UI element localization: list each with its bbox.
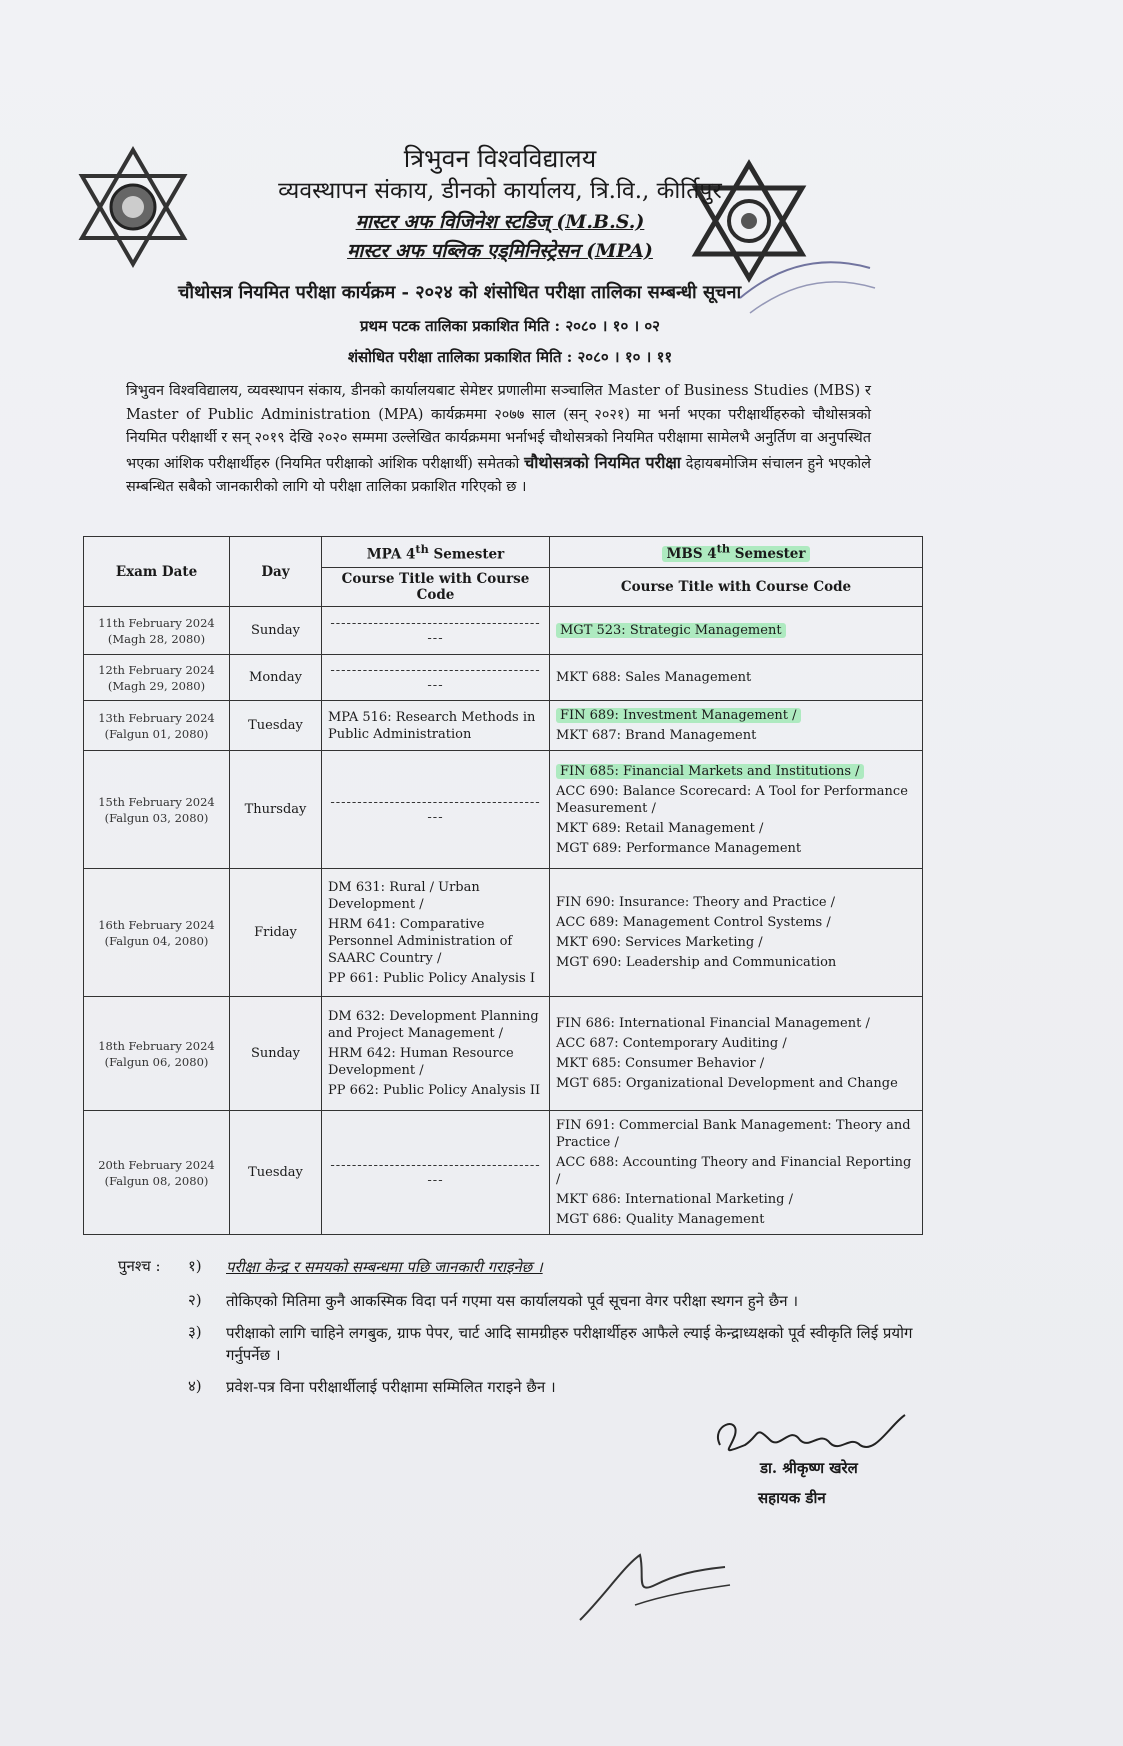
schedule-body bbox=[84, 607, 923, 1235]
exam-schedule-table bbox=[83, 536, 923, 1235]
exam-day: Thursday bbox=[230, 751, 322, 869]
header-mpa-course: Course Title with Course Code bbox=[322, 568, 550, 607]
header-day: Day bbox=[230, 537, 322, 607]
header-mbs-semester: MBS 4th Semester bbox=[550, 537, 923, 568]
exam-date-cell bbox=[84, 997, 230, 1111]
mpa-course: HRM 642: Human Resource Development / bbox=[328, 1046, 514, 1078]
exam-date-nepali: (Falgun 04, 2080) bbox=[104, 933, 209, 948]
header-exam-date: Exam Date bbox=[84, 537, 230, 607]
mpa-course: PP 661: Public Policy Analysis I bbox=[328, 970, 536, 986]
exam-date: 18th February 2024 bbox=[98, 1038, 215, 1053]
exam-day: Monday bbox=[230, 655, 322, 701]
mpa-course: MPA 516: Research Methods in Public Administration bbox=[328, 709, 536, 742]
initials-signature-icon bbox=[575, 1545, 735, 1625]
mbs-course: FIN 690: Insurance: Theory and Practice / bbox=[556, 895, 836, 910]
mbs-course: MKT 687: Brand Management bbox=[556, 728, 757, 743]
mpa-course: DM 632: Development Planning and Project Management / bbox=[328, 1009, 539, 1041]
intro-bold-text: चौथोसत्रको नियमित परीक्षा bbox=[524, 452, 681, 472]
highlighted-course: FIN 689: Investment Management / bbox=[556, 708, 801, 723]
exam-date-nepali: (Falgun 01, 2080) bbox=[104, 726, 209, 741]
mbs-course bbox=[556, 763, 916, 780]
program-mbs: मास्टर अफ विजिनेश स्टडिज् (M.B.S.) bbox=[355, 211, 645, 233]
mbs-courses-cell bbox=[550, 655, 923, 701]
exam-date-nepali: (Magh 28, 2080) bbox=[107, 631, 206, 646]
mbs-course: MKT 685: Consumer Behavior / bbox=[556, 1056, 765, 1071]
mbs-courses-cell bbox=[550, 751, 923, 869]
mbs-course: MGT 686: Quality Management bbox=[556, 1212, 765, 1227]
header-mbs-course: Course Title with Course Code bbox=[550, 568, 923, 607]
exam-day: Sunday bbox=[230, 607, 322, 655]
intro-text-end: देहायबमोजिम संचालन हुने भएकोले सम्बन्धित सबैको जानकारीको लागि यो परीक्षा तालिका प्रकाशित गरिएको छ । bbox=[126, 455, 872, 495]
revised-published-date: शंसोधित परीक्षा तालिका प्रकाशित मिति : २०८० । १० । ११ bbox=[347, 348, 673, 366]
office-name: व्यवस्थापन संकाय, डीनको कार्यालय, त्रि.वि., कीर्तिपुर bbox=[278, 178, 722, 204]
mpa-courses-cell: ------------------------------------------ bbox=[322, 607, 550, 655]
schedule-row bbox=[84, 869, 923, 997]
schedule-row bbox=[84, 655, 923, 701]
schedule-row bbox=[84, 701, 923, 751]
mbs-course: MKT 686: International Marketing / bbox=[556, 1192, 793, 1207]
exam-date: 16th February 2024 bbox=[98, 917, 215, 932]
signatory-name: डा. श्रीकृष्ण खरेल bbox=[760, 1459, 858, 1477]
exam-date: 12th February 2024 bbox=[98, 662, 215, 677]
mpa-courses-cell: ------------------------------------------ bbox=[322, 655, 550, 701]
signature-icon bbox=[700, 1405, 930, 1465]
mbs-course: FIN 691: Commercial Bank Management: Theory and Practice / bbox=[556, 1118, 911, 1150]
schedule-row bbox=[84, 997, 923, 1111]
exam-date: 20th February 2024 bbox=[98, 1157, 215, 1172]
schedule-row bbox=[84, 751, 923, 869]
mpa-courses-cell bbox=[322, 701, 550, 751]
mpa-course: DM 631: Rural / Urban Development / bbox=[328, 879, 480, 912]
exam-date-cell bbox=[84, 869, 230, 997]
notice-title: चौथोसत्र नियमित परीक्षा कार्यक्रम - २०२४ को शंसोधित परीक्षा तालिका सम्बन्धी सूचना bbox=[178, 282, 742, 303]
mbs-courses-cell bbox=[550, 701, 923, 751]
intro-paragraph bbox=[126, 380, 871, 500]
exam-day: Friday bbox=[230, 869, 322, 997]
exam-day: Sunday bbox=[230, 997, 322, 1111]
header-mpa-semester: MPA 4th Semester bbox=[322, 537, 550, 568]
mbs-course: MKT 690: Services Marketing / bbox=[556, 935, 763, 950]
first-published-date: प्रथम पटक तालिका प्रकाशित मिति : २०८० । १० । ०२ bbox=[360, 317, 660, 335]
highlighted-course: FIN 685: Financial Markets and Institutions / bbox=[556, 764, 864, 779]
mbs-course: MGT 685: Organizational Development and Change bbox=[556, 1076, 898, 1091]
schedule-row bbox=[84, 1111, 923, 1235]
program-mpa: मास्टर अफ पब्लिक एड्मिनिस्ट्रेसन (MPA) bbox=[347, 240, 653, 262]
mpa-course: HRM 641: Comparative Personnel Administration of SAARC Country / bbox=[328, 916, 513, 966]
exam-date: 13th February 2024 bbox=[98, 710, 215, 725]
exam-day: Tuesday bbox=[230, 1111, 322, 1235]
mpa-courses-cell bbox=[322, 869, 550, 997]
mbs-course bbox=[556, 622, 916, 639]
mbs-course: MGT 689: Performance Management bbox=[556, 840, 802, 856]
exam-date-cell bbox=[84, 701, 230, 751]
mbs-course: ACC 687: Contemporary Auditing / bbox=[556, 1036, 787, 1051]
mpa-courses-cell bbox=[322, 997, 550, 1111]
exam-date-nepali: (Falgun 08, 2080) bbox=[104, 1173, 209, 1188]
mbs-course: MGT 690: Leadership and Communication bbox=[556, 955, 837, 970]
exam-date-cell bbox=[84, 1111, 230, 1235]
mpa-courses-cell: ------------------------------------------ bbox=[322, 1111, 550, 1235]
schedule-row bbox=[84, 607, 923, 655]
mbs-course: MKT 689: Retail Management / bbox=[556, 820, 764, 836]
mpa-courses-cell: ------------------------------------------ bbox=[322, 751, 550, 869]
notice-page: त्रिभुवन विश्वविद्यालय व्यवस्थापन संकाय, डीनको कार्यालय, त्रि.वि., कीर्तिपुर मास्टर अफ विजिनेश स्टडिज् (M.B.S.) मास्टर अफ पब्लिक एड्मिनिस्ट्रेसन (MPA) चौथोसत्र नियमित परीक्षा कार्यक्रम - २०२४ को शंसोधित परीक्षा तालिका सम्बन्धी सूचना प्रथम पटक तालिका प्रकाशित मिति : २०८० । १० । ०२ शंसोधित परीक्षा तालिका प्रकाशित मिति : २०८० । १० । ११ त्रिभुवन विश्वविद्यालय, व्यवस्थापन संकाय, डीनको कार्यालयबाट सेमेष्टर प्रणालीमा सञ्चालित Master of Business Studies (MBS) र Master of Public Administration (MPA) कार्यक्रममा २०७७ साल (सन् २०२१) मा भर्ना भएका परीक्षार्थीहरुको चौथोसत्रको नियमित परीक्षार्थी र सन् २०१९ देखि २०२० सम्ममा उल्लेखित कार्यक्रममा भर्नाभई चौथोसत्रको नियमित परीक्षामा सामेलभै अनुर्तिण वा अनुपस्थित भएका आंशिक परीक्षार्थीहरु (नियमित परीक्षाको आंशिक परीक्षार्थी) समेतको चौथोसत्रको नियमित परीक्षा देहायबमोजिम संचालन हुने भएकोले सम्बन्धित सबैको जानकारीको लागि यो परीक्षा तालिका प्रकाशित गरिएको छ । Exam Date Day MPA 4th Semester MBS 4th Semester Course Title with Course Code Course Title with Course Code 11th February 2024 (Magh 28, 2080) Sunday ------------------------------------------ MGT 523: Strategic Management 12th February 2024 (Magh 29, 2080) Monday ------------------------------------------ MKT 688: Sales Management 13th February 2024 (Falgun 01, 2080) Tuesday MPA 516: Research Methods in Public Administration FIN 689: Investment Management / MKT 687: Brand Management 15th February 2024 (Falgun 03, 2080) Thursday ------------------------------------------ FIN 685: Financial Markets and Institutions / ACC 690: Balance Scorecard: A Tool for Performance Measurement / MKT 689: Retail Management / MGT 689: Performance Management 16th February 2024 (Falgun 04, 2080) Friday DM 631: Rural / Urban Development / HRM 641: Comparative Personnel Administration of SAARC Country / PP 661: Public Policy Analysis I FIN 690: Insurance: Theory and Practice / ACC 689: Management Control Systems / MKT 690: Services Marketing / MGT 690: Leadership and Communication 18th February 2024 (Falgun 06, 2080) Sunday DM 632: Development Planning and Project Management / HRM 642: Human Resource Development / PP 662: Public Policy Analysis II FIN 686: International Financial Management / ACC 687: Contemporary Auditing / MKT 685: Consumer Behavior / MGT 685: Organizational Development and Change 20th February 2024 (Falgun 08, 2080) Tuesday ------------------------------------------ FIN 691: Commercial Bank Management: Theory and Practice / ACC 688: Accounting Theory and Financial Reporting / MKT 686: International Marketing / MGT 686: Quality Management पुनश्च : १) परीक्षा केन्द्र र समयको सम्बन्धमा पछि जानकारी गराइनेछ । २) तोकिएको मितिमा कुनै आकस्मिक विदा पर्न गएमा यस कार्यालयको पूर्व सूचना वेगर परीक्षा स्थगन हुने छैन । ३) परीक्षाको लागि चाहिने लगबुक, ग्राफ पेपर, चार्ट आदि सामग्रीहरु परीक्षार्थीहरु आफैले ल्याई केन्द्राध्यक्षको पूर्व स्वीकृति लिई प्रयोग गर्नुपर्नेछ । ४) प्रवेश-पत्र विना परीक्षार्थीलाई परीक्षामा सम्मिलित गराइने छैन । डा. श्रीकृष्ण खरेल सहायक डीन bbox=[0, 0, 1123, 1746]
signatory-title: सहायक डीन bbox=[758, 1489, 826, 1507]
mbs-course: MKT 688: Sales Management bbox=[556, 670, 752, 685]
mbs-course: ACC 688: Accounting Theory and Financial Reporting / bbox=[556, 1155, 912, 1187]
exam-day: Tuesday bbox=[230, 701, 322, 751]
university-emblem-icon bbox=[76, 146, 190, 268]
exam-date-cell bbox=[84, 751, 230, 869]
exam-date-cell bbox=[84, 607, 230, 655]
exam-date-nepali: (Magh 29, 2080) bbox=[107, 678, 206, 693]
notes-label: पुनश्च : bbox=[118, 1257, 161, 1275]
mbs-course: ACC 690: Balance Scorecard: A Tool for Performance Measurement / bbox=[556, 783, 908, 816]
exam-date-cell bbox=[84, 655, 230, 701]
mpa-course: PP 662: Public Policy Analysis II bbox=[328, 1083, 541, 1098]
exam-date: 11th February 2024 bbox=[98, 615, 215, 630]
mbs-course: FIN 686: International Financial Management / bbox=[556, 1016, 870, 1031]
intro-text-start: त्रिभुवन विश्वविद्यालय, व्यवस्थापन संकाय, डीनको कार्यालयबाट सेमेष्टर प्रणालीमा सञ्चालित Master of Business Studies (MBS) र Master of Public Administration (MPA) कार्यक्रममा २०७७ साल (सन् २०२१) मा भर्ना भएका परीक्षार्थीहरुको चौथोसत्रको नियमित परीक्षार्थी र सन् २०१९ देखि २०२० सम्ममा उल्लेखित कार्यक्रममा भर्नाभई चौथोसत्रको नियमित परीक्षामा सामेलभै अनुर्तिण वा अनुपस्थित भएका आंशिक परीक्षार्थीहरु (नियमित परीक्षाको आंशिक परीक्षार्थी) समेतको bbox=[126, 383, 871, 472]
exam-date-nepali: (Falgun 03, 2080) bbox=[104, 810, 209, 825]
exam-date-nepali: (Falgun 06, 2080) bbox=[104, 1054, 209, 1069]
document-header bbox=[220, 142, 780, 266]
highlighted-course: MGT 523: Strategic Management bbox=[556, 623, 786, 638]
university-name: त्रिभुवन विश्वविद्यालय bbox=[403, 144, 597, 173]
mbs-courses-cell bbox=[550, 997, 923, 1111]
mbs-courses-cell bbox=[550, 607, 923, 655]
mbs-course: ACC 689: Management Control Systems / bbox=[556, 915, 831, 930]
exam-date: 15th February 2024 bbox=[98, 794, 215, 809]
mbs-courses-cell bbox=[550, 869, 923, 997]
mbs-course bbox=[556, 707, 916, 724]
mbs-courses-cell bbox=[550, 1111, 923, 1235]
